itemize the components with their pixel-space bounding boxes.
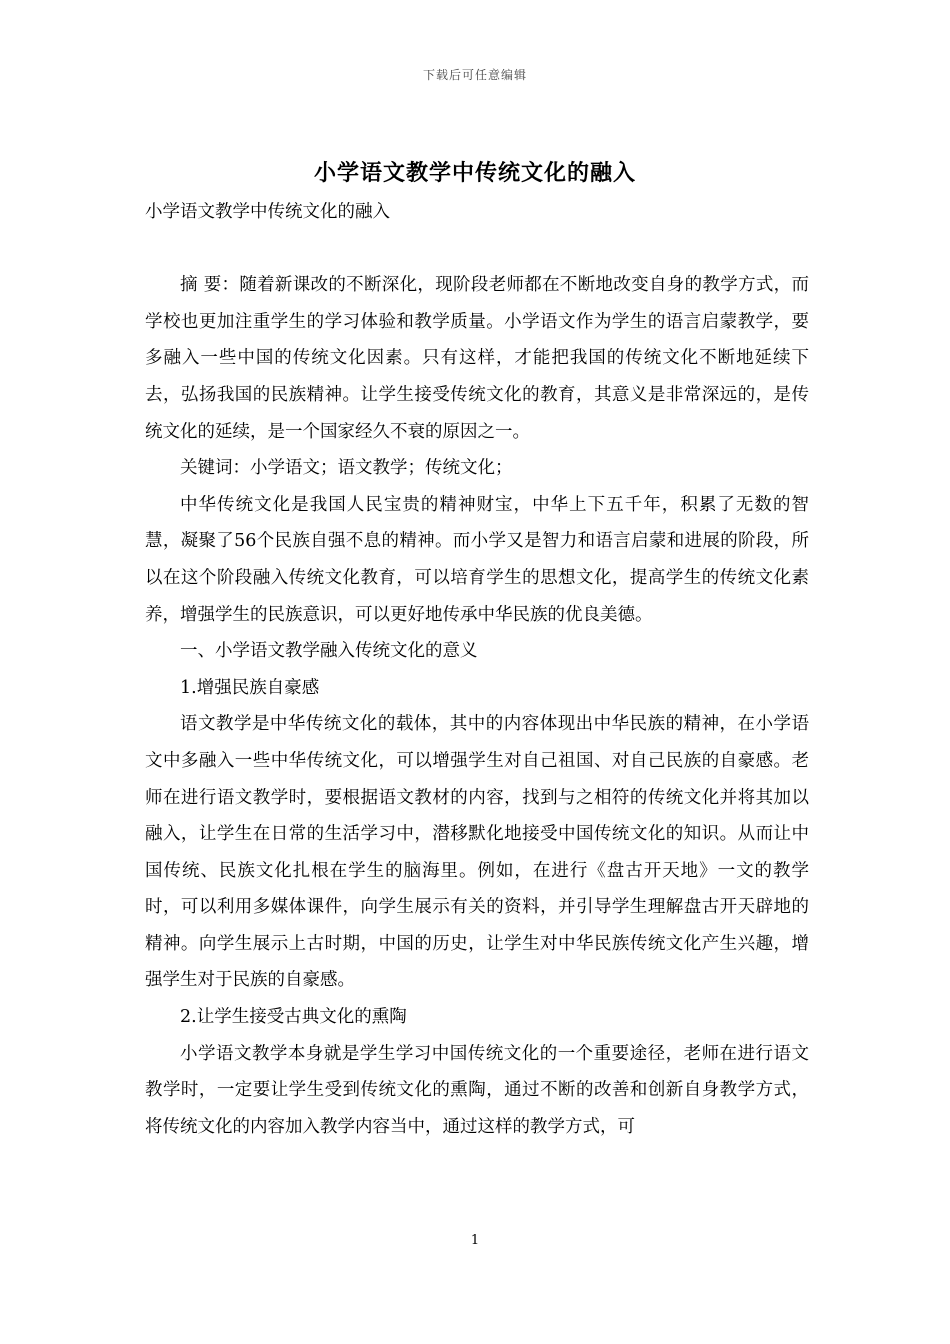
subsection-heading: 2.让学生接受古典文化的熏陶 [180,1007,407,1028]
document-body [145,194,809,1145]
body-paragraph: 语文教学是中华传统文化的载体，其中的内容体现出中华民族的精神，在小学语文中多融入一些中华传统文化，可以增强学生对自己祖国、对自己民族的自豪感。老师在进行语文教学时，要根据语文教材的内容，找到与之相符的传统文化并将其加以融入，让学生在日常的生活学习中，潜移默化地接受中国传统文化的知识。从而让中国传统、民族文化扎根在学生的脑海里。例如，在进行《盘古开天地》一文的教学时，可以利用多媒体课件，向学生展示有关的资料，并引导学生理解盘古开天辟地的精神。向学生展示上古时期，中国的历史，让学生对中华民族传统文化产生兴趣，增强学生对于民族的自豪感。 [145,714,809,991]
subsection-heading: 1.增强民族自豪感 [180,677,320,698]
page-number: 1 [470,1233,480,1248]
section-heading: 一、小学语文教学融入传统文化的意义 [180,641,478,662]
document-subtitle: 小学语文教学中传统文化的融入 [145,202,390,222]
body-paragraph: 小学语文教学本身就是学生学习中国传统文化的一个重要途径，老师在进行语文教学时，一定要让学生受到传统文化的熏陶，通过不断的改善和创新自身教学方式，将传统文化的内容加入教学内容当中，通过这样的教学方式，可 [145,1043,809,1137]
intro-paragraph: 中华传统文化是我国人民宝贵的精神财宝，中华上下五千年，积累了无数的智慧，凝聚了56个民族自强不息的精神。而小学又是智力和语言启蒙和进展的阶段，所以在这个阶段融入传统文化教育，可以培育学生的思想文化，提高学生的传统文化素养，增强学生的民族意识，可以更好地传承中华民族的优良美德。 [145,494,809,625]
document-title: 小学语文教学中传统文化的融入 [313,160,636,186]
abstract-paragraph: 摘 要：随着新课改的不断深化，现阶段老师都在不断地改变自身的教学方式，而学校也更加注重学生的学习体验和教学质量。小学语文作为学生的语言启蒙教学，要多融入一些中国的传统文化因素。只有这样，才能把我国的传统文化不断地延续下去，弘扬我国的民族精神。让学生接受传统文化的教育，其意义是非常深远的，是传统文化的延续，是一个国家经久不衰的原因之一。 [145,275,809,442]
blank-line [145,231,809,268]
keywords-paragraph: 关键词：小学语文；语文教学；传统文化； [180,458,513,479]
page-header: 下载后可任意编辑 [422,68,527,82]
